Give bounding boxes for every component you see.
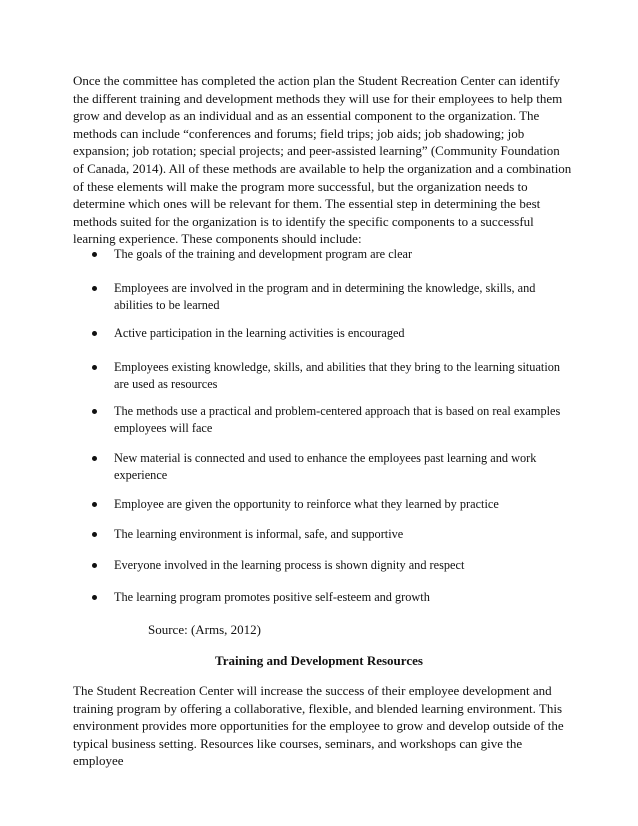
bullet-dot-icon xyxy=(92,252,97,257)
source-citation: Source: (Arms, 2012) xyxy=(148,622,262,637)
bullet-dot-icon xyxy=(92,331,97,336)
list-item-text: Active participation in the learning activities is encouraged xyxy=(114,326,405,340)
bullet-dot-icon xyxy=(92,456,97,461)
list-item-text: Everyone involved in the learning process is shown dignity and respect xyxy=(114,558,465,572)
list-item-text: New material is connected and used to enhance the employees past learning and work experience xyxy=(114,451,537,483)
bullet-dot-icon xyxy=(92,409,97,414)
list-item-text: The methods use a practical and problem-centered approach that is based on real examples employees will face xyxy=(114,404,561,436)
list-item-text: Employees are involved in the program and in determining the knowledge, skills, and abilities to be learned xyxy=(114,281,536,313)
bullet-dot-icon xyxy=(92,532,97,537)
intro-paragraph: Once the committee has completed the action plan the Student Recreation Center can identify the different training and development methods they will use for their employees to help them grow and develop as an individual and as an essential component to the organization. The methods can include “conferences and forums; field trips; job aids; job shadowing; job expansion; job rotation; special projects; and peer-assisted learning” (Community Foundation of Canada, 2014). All of these methods are available to help the organization and a combination of these elements will make the program more successful, but the organization needs to determine which ones will be relevant for them. The essential step in determining the best methods suited for the organization is to identify the specific components to a successful learning experience. These components should include: xyxy=(73,73,572,247)
bullet-dot-icon xyxy=(92,563,97,568)
list-item-text: Employee are given the opportunity to reinforce what they learned by practice xyxy=(114,497,499,511)
list-item-text: The learning program promotes positive self-esteem and growth xyxy=(114,590,430,604)
bullet-dot-icon xyxy=(92,365,97,370)
list-item-text: The goals of the training and development program are clear xyxy=(114,247,413,261)
section-heading: Training and Development Resources xyxy=(215,653,423,668)
section-paragraph: The Student Recreation Center will increase the success of their employee development and training program by offering a collaborative, flexible, and blended learning environment. This environment provides more opportunities for the employee to grow and develop outside of the typical business setting. Resources like courses, seminars, and workshops can give the employee xyxy=(73,683,564,769)
bullet-dot-icon xyxy=(92,286,97,291)
bullet-dot-icon xyxy=(92,595,97,600)
list-item-text: The learning environment is informal, safe, and supportive xyxy=(114,527,404,541)
bullet-dot-icon xyxy=(92,502,97,507)
list-item-text: Employees existing knowledge, skills, and abilities that they bring to the learning situation are used as resources xyxy=(114,360,561,392)
